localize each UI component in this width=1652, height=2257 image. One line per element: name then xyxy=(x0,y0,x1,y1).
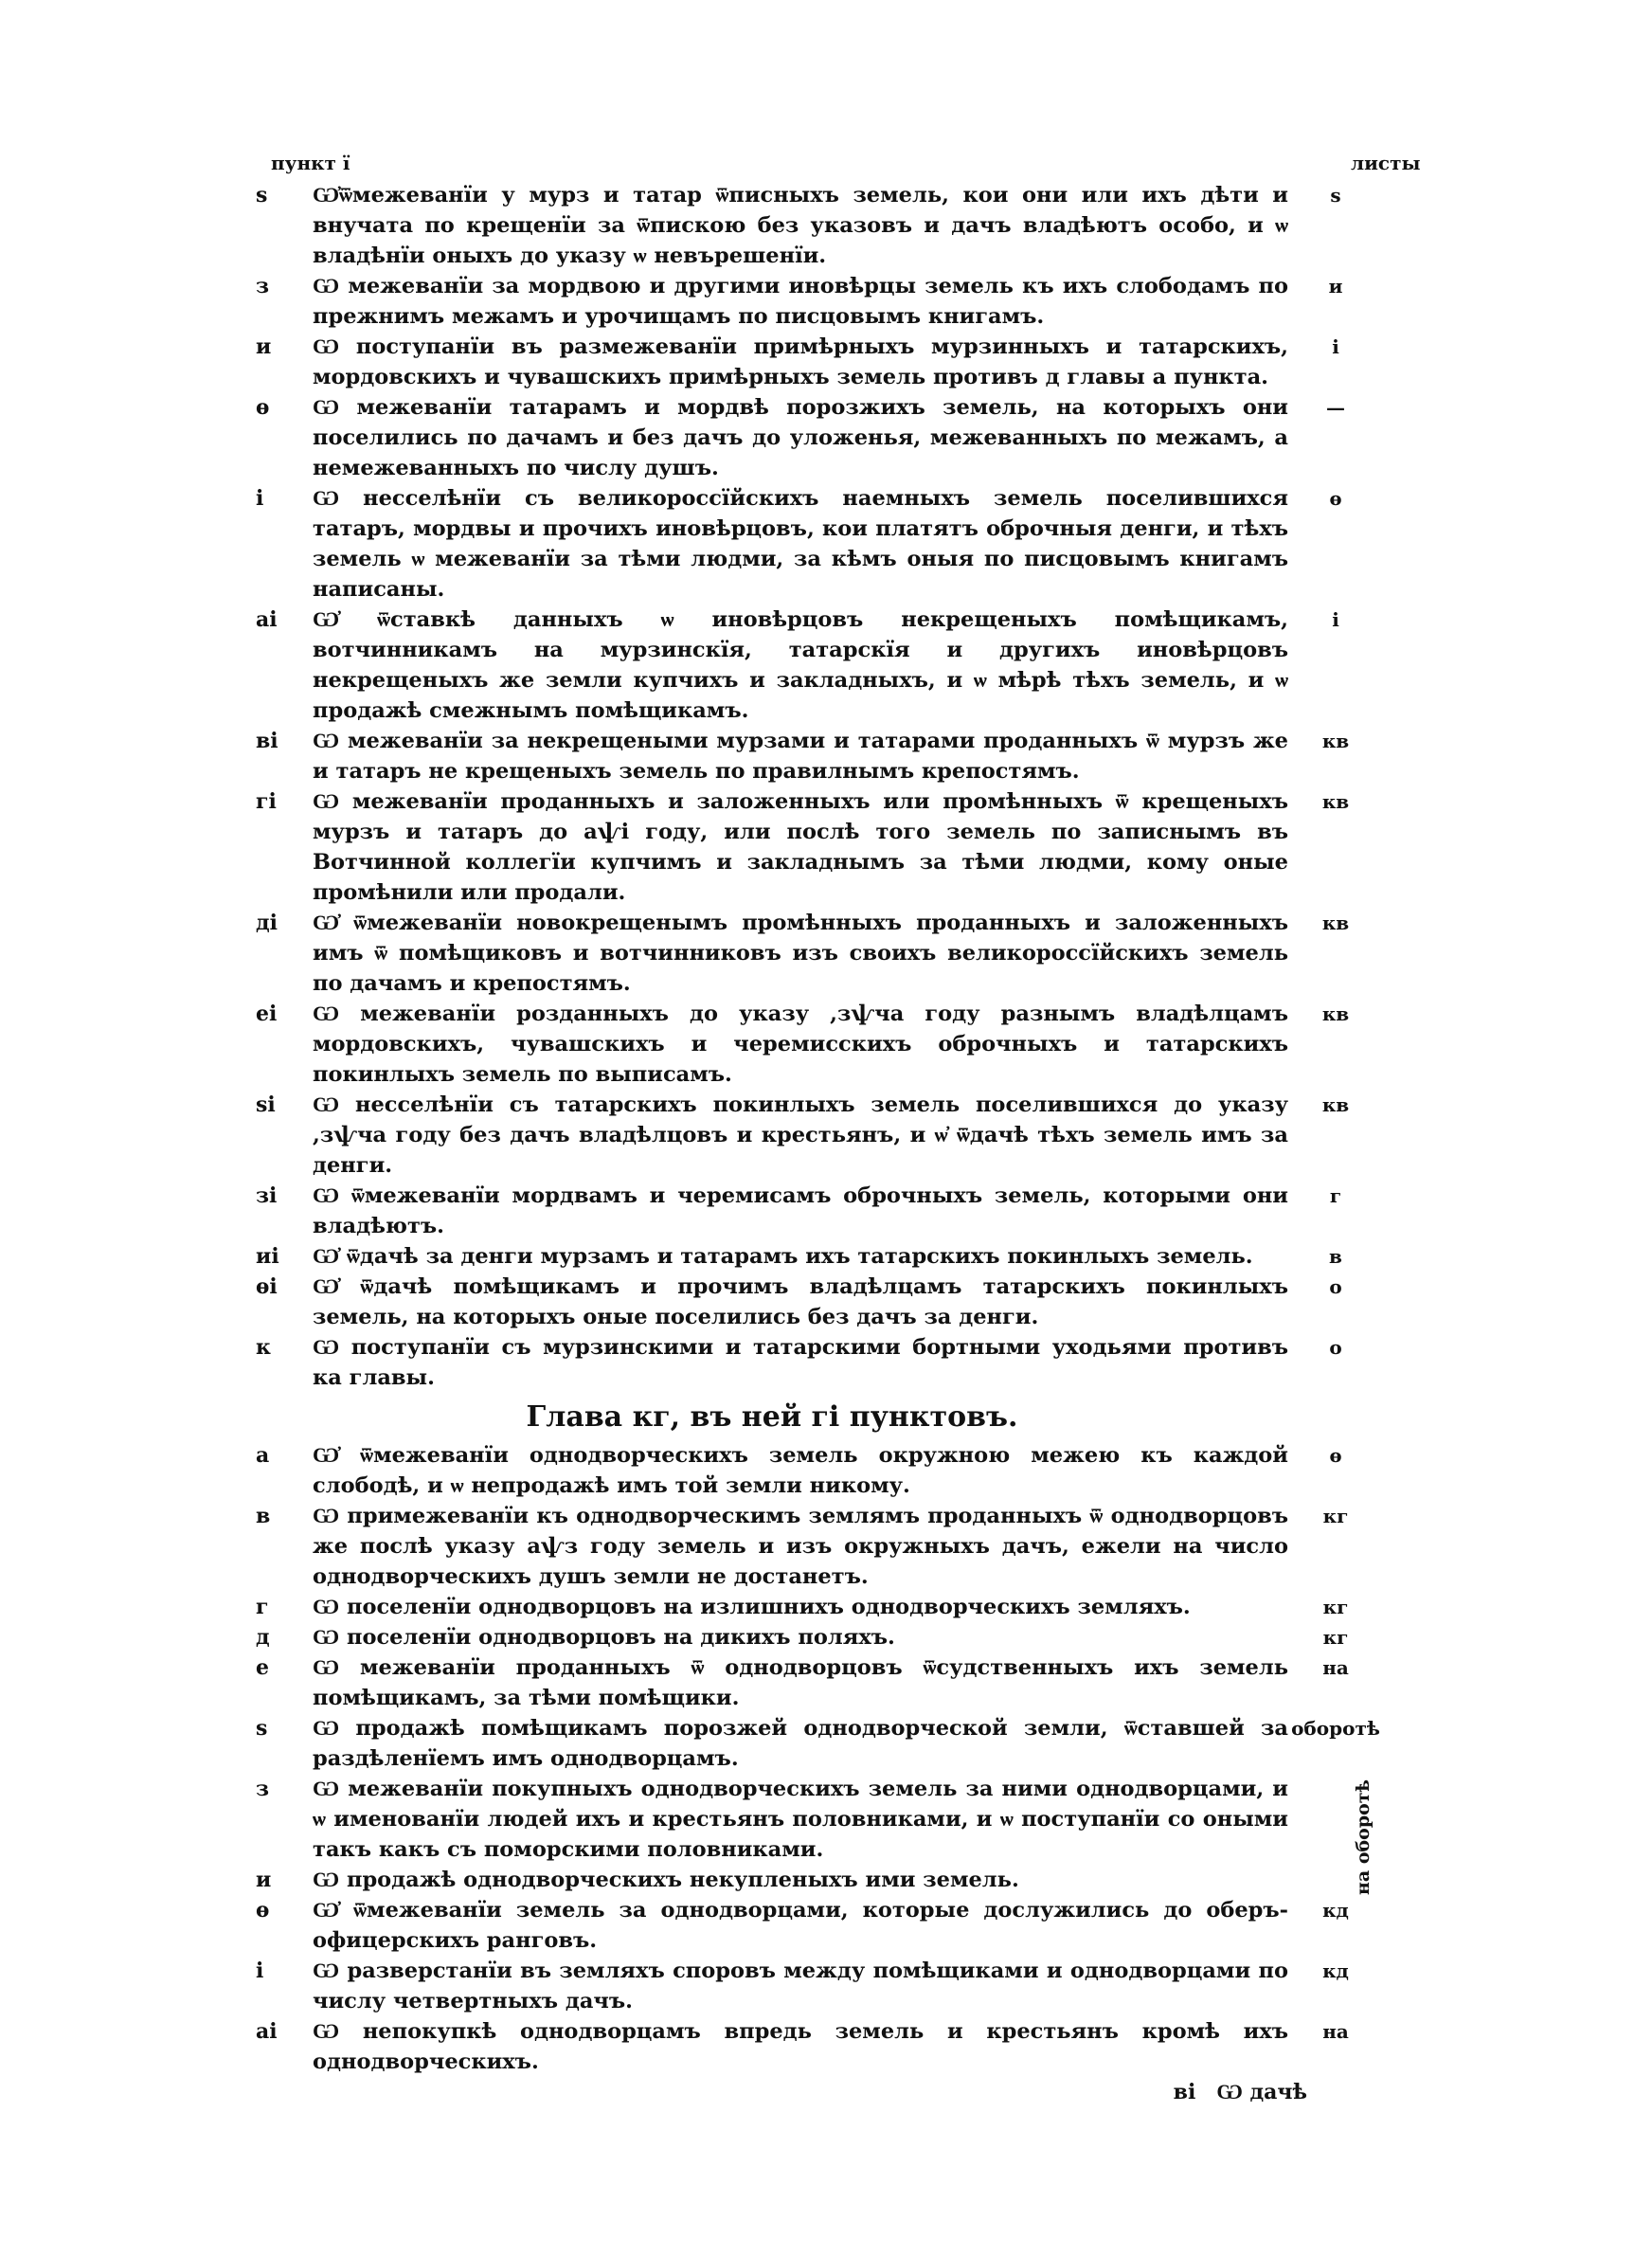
list-item xyxy=(256,999,1402,1090)
list-item xyxy=(256,908,1402,999)
item-text: Ѡ межеванїи проданныхъ ѿ однодворцовъ ѿсудственныхъ ихъ земель помѣщикамъ, за тѣми помѣщики. xyxy=(313,1655,1288,1710)
item-text: Ѡ несселѣнїи съ татарскихъ покинлыхъ земель поселившихся до указу ,зѱча году без дачъ владѣлцовъ и крестьянъ, и ѡ҆ ѿдачѣ тѣхъ земель имъ за денги. xyxy=(313,1092,1288,1178)
list-item xyxy=(256,1272,1402,1332)
item-sheet: в xyxy=(1329,1245,1342,1268)
item-text: Ѡ҆ѿмежеванїи у мурз и татар ѿписныхъ земель, кои они или ихъ дѣти и внучата по крещенїи за ѿпискою без указовъ и дачъ владѣютъ особо, и ѡ владѣнїи оныхъ до указу ѡ невърешенїи. xyxy=(313,183,1288,268)
item-number: аі xyxy=(256,607,278,632)
item-text: Ѡ҆ ѿмежеванїи однодворческихъ земель окружною межею къ каждой слободѣ, и ѡ непродажѣ имъ той земли никому. xyxy=(313,1443,1288,1498)
item-sheet: — xyxy=(1326,396,1345,419)
list-item xyxy=(256,786,1402,908)
list-item xyxy=(256,1090,1402,1181)
item-sheet: кв xyxy=(1321,1002,1350,1025)
item-number: к xyxy=(256,1335,271,1360)
item-sheet: кг xyxy=(1322,1626,1349,1649)
item-text: Ѡ непокупкѣ однодворцамъ впредь земель и крестьянъ кромѣ ихъ однодворческихъ. xyxy=(313,2019,1288,2074)
list-item xyxy=(256,1956,1402,2016)
item-text: Ѡ҆ ѿставкѣ данныхъ ѡ иновѣрцовъ некрещеныхъ помѣщикамъ, вотчинникамъ на мурзинскїя, татарскїя и другихъ иновѣрцовъ некрещеныхъ же земли купчихъ и закладныхъ, и ѡ мѣрѣ тѣхъ земель, и ѡ продажѣ смежнымъ помѣщикамъ. xyxy=(313,607,1288,723)
item-number: зі xyxy=(256,1183,278,1208)
item-sheet: оборотѣ xyxy=(1291,1717,1380,1740)
item-sheet: і xyxy=(1332,608,1339,631)
item-text: Ѡ҆ ѿдачѣ за денги мурзамъ и татарамъ ихъ татарскихъ покинлыхъ земель. xyxy=(313,1244,1253,1269)
list-item xyxy=(256,1652,1402,1713)
item-sheet: кв xyxy=(1321,730,1350,752)
item-number: е xyxy=(256,1655,269,1680)
item-number: ѳі xyxy=(256,1274,278,1299)
item-text: Ѡ поступанїи въ размежеванїи примѣрныхъ мурзинныхъ и татарскихъ, мордовскихъ и чувашскихъ примѣрныхъ земель противъ д главы а пункта. xyxy=(313,334,1288,389)
list-item xyxy=(256,1774,1402,1865)
item-number: и xyxy=(256,334,272,359)
item-number: ѕ xyxy=(256,1716,268,1741)
list-item xyxy=(256,2016,1402,2077)
margin-note: на оборотѣ xyxy=(1353,1779,1374,1895)
item-number: гі xyxy=(256,789,277,814)
item-sheet: кд xyxy=(1322,1899,1349,1922)
list-item xyxy=(256,1592,1402,1622)
item-sheet: на xyxy=(1322,1656,1349,1679)
list-item xyxy=(256,392,1402,483)
item-text: Ѡ҆ ѿмежеванїи новокрещенымъ промѣнныхъ проданныхъ и заложенныхъ имъ ѿ помѣщиковъ и вотчинниковъ изъ своихъ великороссїйскихъ земель по дачамъ и крепостямъ. xyxy=(313,911,1288,996)
item-number: д xyxy=(256,1625,270,1650)
item-number: ѕ xyxy=(256,183,268,208)
item-sheet: кг xyxy=(1322,1505,1349,1527)
item-number: ѳ xyxy=(256,395,270,420)
list-item xyxy=(256,180,1402,271)
item-text: Ѡ межеванїи за некрещеными мурзами и татарами проданныхъ ѿ мурзъ же и татаръ не крещеныхъ земель по правилнымъ крепостямъ. xyxy=(313,729,1288,784)
item-sheet: кв xyxy=(1321,1093,1350,1116)
item-text: Ѡ межеванїи розданныхъ до указу ,зѱча году разнымъ владѣлцамъ мордовскихъ, чувашскихъ и черемисскихъ оброчныхъ и татарскихъ покинлыхъ земель по выписамъ. xyxy=(313,1002,1288,1087)
item-number: аі xyxy=(256,2019,278,2044)
item-sheet: і xyxy=(1332,335,1339,358)
item-number: з xyxy=(256,1777,270,1801)
item-text: Ѡ продажѣ помѣщикамъ порозжей однодворческой земли, ѿставшей за раздѣленїемъ имъ однодворцамъ. xyxy=(313,1716,1288,1771)
list-item xyxy=(256,1622,1402,1652)
item-sheet: кв xyxy=(1321,790,1350,813)
item-text: Ѡ примежеванїи къ однодворческимъ землямъ проданныхъ ѿ однодворцовъ же послѣ указу аѱз году земель и изъ окружныхъ дачъ, ежели на число однодворческихъ душъ земли не достанетъ. xyxy=(313,1504,1288,1589)
item-sheet: и xyxy=(1328,275,1343,298)
item-number: г xyxy=(256,1595,269,1619)
item-sheet: ѳ xyxy=(1329,487,1342,510)
list-item xyxy=(256,332,1402,392)
item-text: Ѡ продажѣ однодворческихъ некупленыхъ ими земель. xyxy=(313,1868,1019,1892)
item-text: Ѡ разверстанїи въ земляхъ споровъ между помѣщиками и однодворцами по числу четвертныхъ дачъ. xyxy=(313,1959,1288,2013)
item-sheet: о xyxy=(1329,1275,1342,1298)
item-number: и xyxy=(256,1868,272,1892)
item-text: Ѡ несселѣнїи съ великороссїйскихъ наемныхъ земель поселившихся татаръ, мордвы и прочихъ иновѣрцовъ, кои платятъ оброчныя денги, и тѣхъ земель ѡ межеванїи за тѣми людми, за кѣмъ оныя по писцовымъ книгамъ написаны. xyxy=(313,486,1288,602)
list-item xyxy=(256,1501,1402,1592)
item-sheet: ѳ xyxy=(1329,1444,1342,1467)
item-sheet: о xyxy=(1329,1336,1342,1359)
item-text: Ѡ межеванїи покупныхъ однодворческихъ земель за ними однодворцами, и ѡ именованїи людей ихъ и крестьянъ половниками, и ѡ поступанїи со оными такъ какъ съ поморскими половниками. xyxy=(313,1777,1288,1862)
item-sheet: кд xyxy=(1322,1959,1349,1982)
item-text: Ѡ поступанїи съ мурзинскими и татарскими бортными уходьями противъ ка главы. xyxy=(313,1335,1288,1390)
item-number: ѳ xyxy=(256,1898,270,1923)
catchword-text: Ѡ дачѣ xyxy=(1216,2080,1307,2104)
item-text: Ѡ ѿмежеванїи мордвамъ и черемисамъ оброчныхъ земель, которыми они владѣютъ. xyxy=(313,1183,1288,1238)
header-listy: листы xyxy=(1351,152,1421,174)
item-number: ді xyxy=(256,911,278,935)
item-text: Ѡ межеванїи татарамъ и мордвѣ порозжихъ земель, на которыхъ они поселились по дачамъ и без дачъ до уложенья, межеванныхъ по межамъ, а немежеванныхъ по числу душъ. xyxy=(313,395,1288,480)
catchword-number: ві xyxy=(1173,2080,1196,2104)
list-item xyxy=(256,1332,1402,1393)
item-number: ві xyxy=(256,729,278,753)
item-text: Ѡ҆ ѿдачѣ помѣщикамъ и прочимъ владѣлцамъ татарскихъ покинлыхъ земель, на которыхъ оные поселились без дачъ за денги. xyxy=(313,1274,1288,1329)
catchword xyxy=(256,2077,1307,2107)
list-item xyxy=(256,483,1402,605)
item-text: Ѡ межеванїи проданныхъ и заложенныхъ или промѣнныхъ ѿ крещеныхъ мурзъ и татаръ до аѱі году, или послѣ того земель по записнымъ въ Вотчинной коллегїи купчимъ и закладнымъ за тѣми людми, кому оные промѣнили или продали. xyxy=(313,789,1288,905)
list-item xyxy=(256,1895,1402,1956)
list-item xyxy=(256,1181,1402,1241)
item-number: иі xyxy=(256,1244,279,1269)
item-sheet: г xyxy=(1329,1184,1342,1207)
item-number: ѕі xyxy=(256,1092,276,1117)
item-text: Ѡ поселенїи однодворцовъ на излишнихъ однодворческихъ земляхъ. xyxy=(313,1595,1191,1619)
item-number: еі xyxy=(256,1002,278,1026)
header-punkt: пункт ї xyxy=(271,152,350,174)
chapter-heading: Глава кг, въ ней гі пунктовъ. xyxy=(526,1400,1018,1434)
list-item xyxy=(256,1865,1402,1895)
list-item xyxy=(256,1440,1402,1501)
item-sheet: на xyxy=(1322,2020,1349,2043)
item-text: Ѡ поселенїи однодворцовъ на дикихъ поляхъ. xyxy=(313,1625,895,1650)
list-item xyxy=(256,605,1402,726)
item-text: Ѡ межеванїи за мордвою и другими иновѣрцы земель къ ихъ слободамъ по прежнимъ межамъ и урочищамъ по писцовымъ книгамъ. xyxy=(313,274,1288,329)
list-item xyxy=(256,1241,1402,1272)
item-sheet: ѕ xyxy=(1330,184,1341,207)
list-item xyxy=(256,271,1402,332)
item-number: і xyxy=(256,486,264,511)
item-number: а xyxy=(256,1443,270,1468)
list-item xyxy=(256,726,1402,786)
item-number: в xyxy=(256,1504,271,1528)
item-sheet: кв xyxy=(1321,912,1350,934)
item-number: з xyxy=(256,274,270,298)
list-item xyxy=(256,1713,1402,1774)
table-of-contents xyxy=(256,180,1402,2160)
item-number: і xyxy=(256,1959,264,1983)
item-text: Ѡ҆ ѿмежеванїи земель за однодворцами, которые дослужились до оберъ-офицерскихъ ранговъ. xyxy=(313,1898,1288,1953)
item-sheet: кг xyxy=(1322,1596,1349,1618)
